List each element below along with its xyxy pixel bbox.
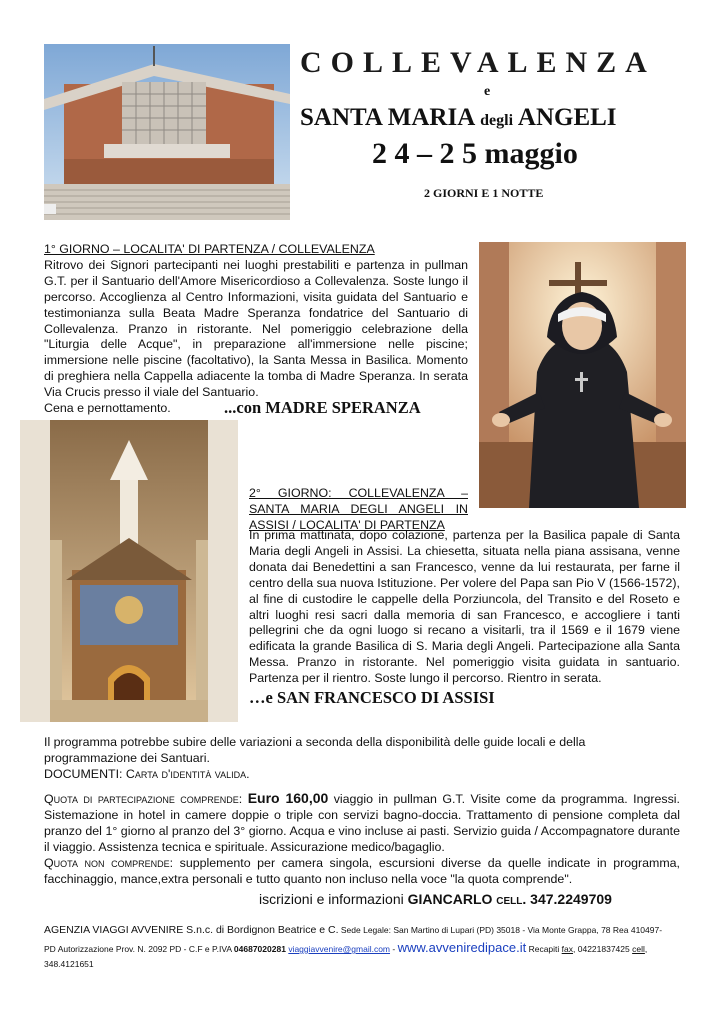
- trip-duration: 2 GIORNI E 1 NOTTE: [424, 186, 544, 200]
- subtitle-part-1: SANTA MARIA: [300, 104, 474, 131]
- documents-value: Carta d'identità valida.: [125, 766, 250, 781]
- agency-auth: PD Autorizzazione Prov. N. 2092 PD - C.F e P.IVA: [44, 944, 234, 954]
- cell-label: cell: [632, 944, 645, 954]
- collevalenza-sanctuary-photo: [44, 44, 290, 220]
- fax-number: , 04221837425: [573, 944, 630, 954]
- porziuncola-photo: [20, 420, 238, 722]
- mobile-number: 348.4121651: [44, 959, 94, 969]
- agency-legal: Sede Legale: San Martino di Lupari (PD) 35018 - Via Monte Grappa, 78 Rea 410497-: [338, 925, 663, 935]
- excludes-label: Quota non comprende: [44, 855, 170, 870]
- includes-text: viaggio in pullman G.T. Visite come da programma. Ingressi. Sistemazione in hotel in camere doppie o triple con servizi bagno-doccia. Trattamento di pensione completa dal pranzo del 1° giorno al pranzo del 3° giorno. Acqua e vino incluse ai pasti. Servizio guida / Accompagnatore durante il viaggio. Assistenza tecnica e spirituale. Assicurazione medico/bagaglio.: [44, 792, 680, 854]
- page-title: COLLEVALENZA: [300, 46, 656, 79]
- fax-label: fax: [561, 944, 574, 954]
- documents-label: DOCUMENTI:: [44, 766, 126, 781]
- contact-phone: 347.2249709: [530, 891, 612, 907]
- includes-label: Quota di partecipazione comprende: [44, 792, 239, 806]
- documents-line: [44, 767, 680, 783]
- day2-heading-block: [249, 486, 468, 534]
- day1-section: [44, 242, 468, 417]
- footer: [44, 921, 684, 971]
- agency-name: AGENZIA VIAGGI AVVENIRE S.n.c. di Bordignon Beatrice e C.: [44, 924, 339, 936]
- subtitle-part-3: ANGELI: [517, 104, 617, 131]
- recapiti-label: Recapiti: [528, 944, 560, 954]
- subtitle-part-2: degli: [480, 112, 514, 129]
- day1-tagline: ...con MADRE SPERANZA: [224, 398, 421, 417]
- excludes-text: : supplemento per camera singola, escursioni diverse da quelle indicate in programma, facchinaggio, mance,extra personali e tutto quanto non incluso nella voce "la quota comprende".: [44, 855, 680, 886]
- excludes-paragraph: [44, 856, 680, 888]
- pricing-section: [44, 791, 680, 887]
- day1-description: Ritrovo dei Signori partecipanti nei luoghi prestabiliti e partenza in pullman G.T. per il Santuario dell'Amore Misericordioso a Collevalenza. Soste lungo il percorso. Accoglienza al Centro Informazioni, visita guidata del Santuario e testimonianza sulla Beata Madre Speranza fondatrice del Santuario di Collevalenza. Pranzo in ristorante. Nel pomeriggio celebrazione della "Liturgia delle Acque", in preparazione all'immersione nelle piscine; immersione nelle piscine (facoltativo), la Santa Messa in Basilica. Momento di preghiera nella Cappella adiacente la tomba di Madre Speranza. In serata Via Crucis presso il viale del Santuario.: [44, 257, 468, 400]
- day1-heading: 1° GIORNO – LOCALITA' DI PARTENZA / COLLEVALENZA: [44, 242, 375, 256]
- variations-note: Il programma potrebbe subire delle variazioni a seconda della disponibilità delle guide locali e della programmazione dei Santuari.: [44, 735, 586, 765]
- title-conjunction: e: [484, 84, 491, 99]
- footer-sep: -: [390, 944, 398, 954]
- website-link[interactable]: www.avveniredipace.it: [397, 940, 527, 955]
- footer-line-2: PD Autorizzazione Prov. N. 2092 PD - C.F e P.IVA 04687020281 viaggiavvenire@gmail.com - www.avveniredipace.it Recapiti fax, 04221837425 cell,: [44, 940, 648, 955]
- page-subtitle: [300, 104, 617, 132]
- day2-heading: 2° GIORNO: COLLEVALENZA – SANTA MARIA DEGLI ANGELI IN ASSISI / LOCALITA' DI PARTENZA: [249, 486, 468, 532]
- includes-paragraph: Quota di partecipazione comprende: Euro 160,00 viaggio in pullman G.T. Visite come da programma. Ingressi. Sistemazione in hotel in camere doppie o triple con servizi bagno-doccia. Trattamento di pensione completa dal pranzo del 1° giorno al pranzo del 3° giorno. Acqua e vino incluse ai pasti. Servizio guida / Accompagnatore durante il viaggio. Assistenza tecnica e spirituale. Assicurazione medico/bagaglio.: [44, 790, 680, 854]
- day2-tagline: …e SAN FRANCESCO DI ASSISI: [249, 688, 495, 707]
- madre-speranza-photo: [479, 242, 686, 508]
- day2-description: In prima mattinata, dopo colazione, partenza per la Basilica papale di Santa Maria degli Angeli in Assisi. La chiesetta, situata nella piana assisana, venne donata dai Benedettini a san Francesco, venne da lui restaurata, per farne il centro della sua nuova Istituzione. Per volere del Papa san Pio V (1566-1572), al fine di custodire le cappelle della Porziuncola, del Transito e del Roseto e altri luoghi resi sacri dalla memoria di san Francesco, e accogliere i tanti pellegrini che da ogni luogo si recano a visitarli, tra il 1569 e il 1679 viene edificata la grande Basilica di S. Maria degli Angeli. Partecipazione alla Santa Messa. Pranzo in ristorante. Nel pomeriggio visita guidata in santuario. Partenza per il rientro. Soste lungo il percorso. Rientro in serata.: [249, 528, 680, 686]
- contact-name: GIANCARLO: [407, 891, 493, 907]
- day1-dinner: Cena e pernottamento.: [44, 401, 171, 416]
- contact-line: [259, 891, 612, 907]
- agency-vat: 04687020281: [233, 944, 286, 954]
- notes-section: [44, 735, 680, 783]
- contact-label: iscrizioni e informazioni: [259, 891, 408, 907]
- contact-cell-label: cell.: [492, 891, 531, 907]
- email-link[interactable]: viaggiavvenire@gmail.com: [288, 944, 391, 954]
- footer-line-1: [44, 921, 684, 940]
- price: Euro 160,00: [247, 790, 329, 806]
- footer-line-3: [44, 957, 684, 971]
- trip-dates: 2 4 – 2 5 maggio: [372, 137, 578, 170]
